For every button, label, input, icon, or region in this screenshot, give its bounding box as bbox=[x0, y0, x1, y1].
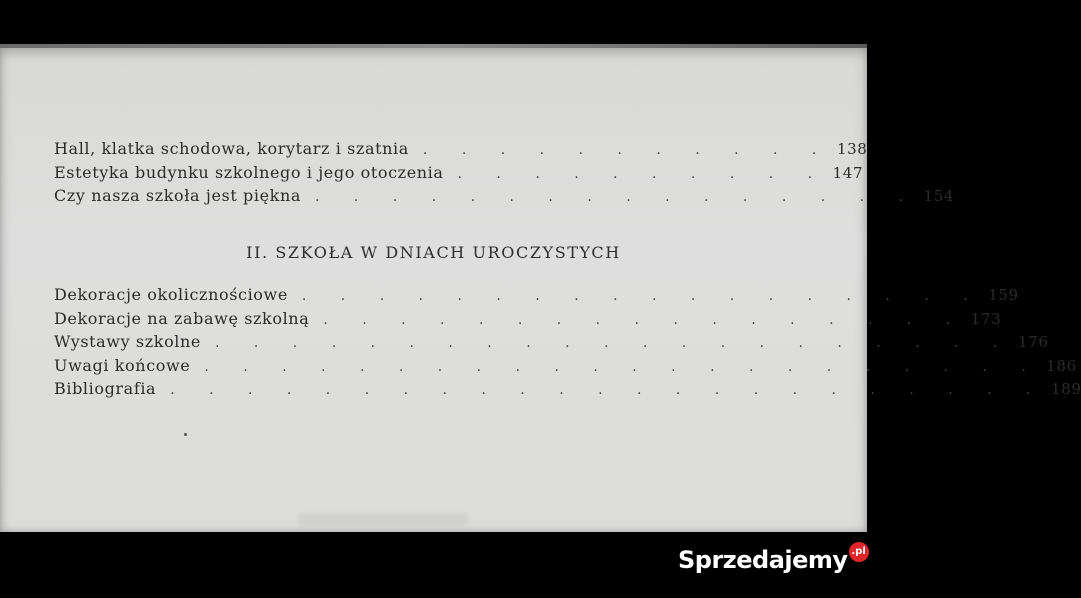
toc-entry-title: Czy nasza szkoła jest piękna bbox=[54, 186, 302, 205]
toc-entry bbox=[54, 308, 1002, 333]
toc-entry-page: 189 bbox=[1051, 380, 1081, 398]
toc-list-top bbox=[54, 139, 954, 210]
toc-entry-title: Bibliografia bbox=[54, 379, 157, 398]
toc-entry bbox=[54, 186, 954, 210]
toc-entry bbox=[54, 162, 864, 187]
toc-entry bbox=[54, 139, 868, 163]
toc-leader-dots: . . . . . . . . . . . . . . . . bbox=[315, 189, 918, 205]
toc-list-bottom bbox=[54, 285, 1081, 403]
section-heading: II. SZKOŁA W DNIACH UROCZYSTYCH bbox=[246, 243, 621, 262]
toc-entry-page: 159 bbox=[988, 286, 1019, 304]
toc-leader-dots: . . . . . . . . . . . . . . . . . . . . . bbox=[215, 335, 1013, 351]
toc-entry bbox=[54, 355, 1077, 380]
toc-leader-dots: . . . . . . . . . . . . . . . . . . . . . . bbox=[204, 358, 1041, 375]
toc-entry-page: 176 bbox=[1018, 333, 1049, 351]
toc-leader-dots: . . . . . . . . . . . . . . . . . . bbox=[301, 288, 983, 304]
toc-entry-title: Uwagi końcowe bbox=[54, 355, 191, 375]
book-page bbox=[0, 44, 1081, 532]
sprzedajemy-watermark bbox=[678, 546, 869, 586]
toc-leader-dots: . . . . . . . . . . bbox=[457, 165, 828, 182]
toc-entry-page: 138 bbox=[836, 140, 868, 158]
toc-entry-page: 147 bbox=[832, 163, 864, 182]
toc-entry bbox=[54, 379, 1081, 403]
toc-entry bbox=[54, 285, 1019, 309]
toc-entry-title: Hall, klatka schodowa, korytarz i szatnia bbox=[54, 139, 409, 158]
toc-leader-dots: . . . . . . . . . . . . . . . . . bbox=[323, 311, 966, 328]
watermark-text: Sprzedajemy bbox=[678, 546, 848, 574]
toc-entry-page: 186 bbox=[1046, 356, 1077, 375]
toc-entry-page: 173 bbox=[970, 309, 1002, 328]
toc-entry-title: Estetyka budynku szkolnego i jego otoczenia bbox=[54, 162, 444, 182]
toc-entry bbox=[54, 332, 1049, 356]
toc-entry-title: Dekoracje na zabawę szkolną bbox=[54, 308, 310, 328]
show-through-text bbox=[298, 514, 468, 526]
toc-entry-title: Dekoracje okolicznościowe bbox=[54, 285, 288, 304]
paper-speck bbox=[184, 433, 187, 436]
toc-entry-title: Wystawy szkolne bbox=[54, 332, 201, 351]
toc-leader-dots: . . . . . . . . . . . bbox=[422, 142, 832, 158]
toc-entry-page: 154 bbox=[923, 187, 954, 205]
toc-leader-dots: . . . . . . . . . . . . . . . . . . . . . . . bbox=[170, 382, 1046, 398]
watermark-badge: .pl bbox=[849, 542, 869, 562]
